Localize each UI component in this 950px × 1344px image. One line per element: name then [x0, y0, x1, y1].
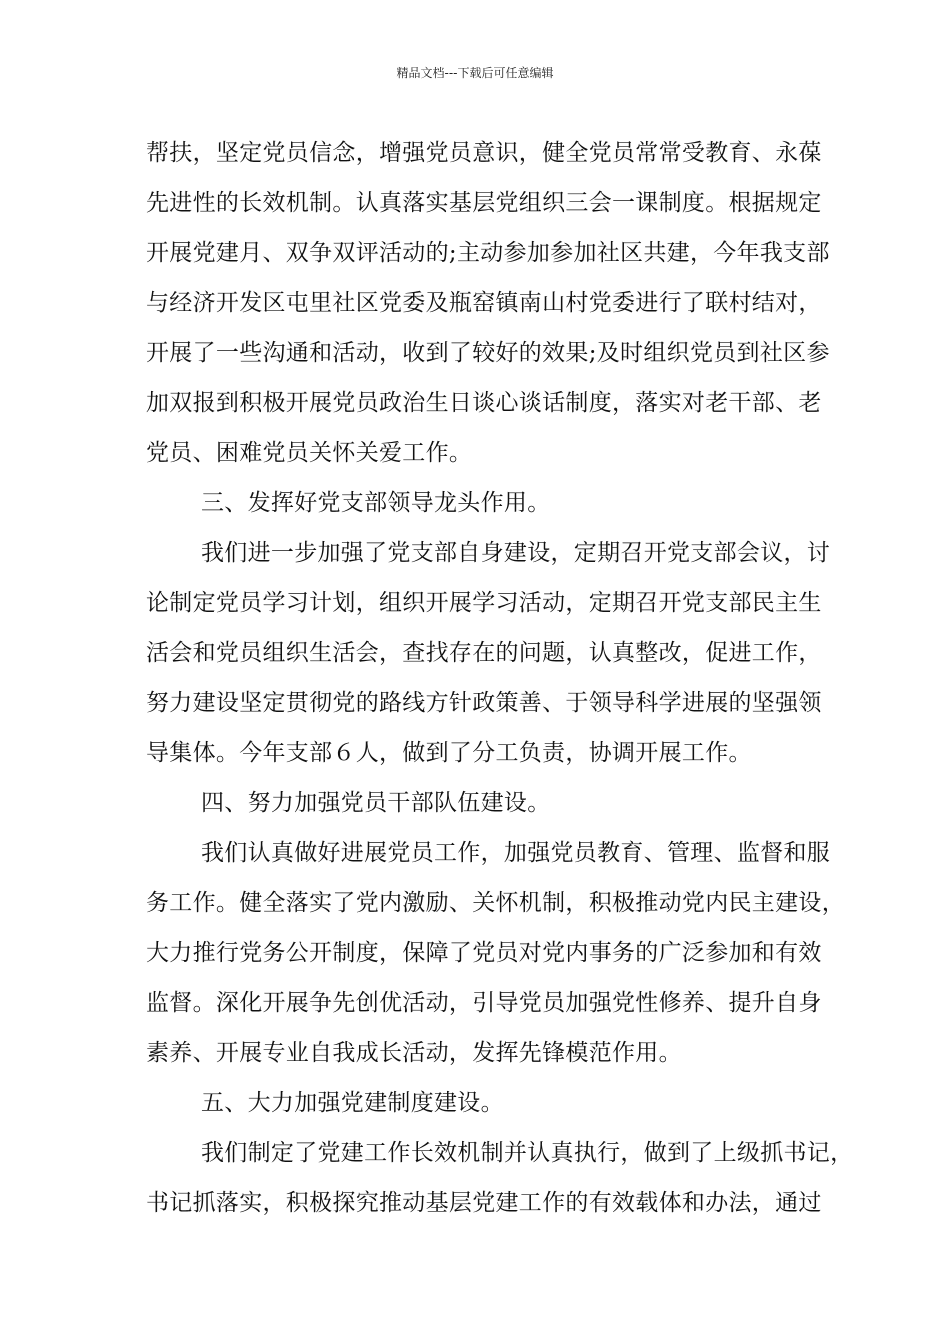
section-heading: 四、努力加强党员干部队伍建设。 [201, 790, 551, 816]
text-line: 导集体。今年支部６人，做到了分工负责，协调开展工作。 [146, 740, 752, 766]
text-line: 书记抓落实，积极探究推动基层党建工作的有效载体和办法，通过 [146, 1190, 822, 1216]
section-heading: 五、大力加强党建制度建设。 [201, 1090, 504, 1116]
text-line: 务工作。健全落实了党内激励、关怀机制，积极推动党内民主建设， [146, 890, 845, 916]
text-line: 我们认真做好进展党员工作，加强党员教育、管理、监督和服 [201, 840, 831, 866]
document-body [146, 128, 854, 1228]
text-line: 党员、困难党员关怀关爱工作。 [146, 440, 473, 466]
text-line: 开展党建月、双争双评活动的;主动参加参加社区共建，今年我支部 [146, 240, 830, 266]
text-line: 我们进一步加强了党支部自身建设，定期召开党支部会议，讨 [201, 540, 831, 566]
text-line: 我们制定了党建工作长效机制并认真执行，做到了上级抓书记， [201, 1140, 854, 1166]
text-line: 素养、开展专业自我成长活动，发挥先锋模范作用。 [146, 1040, 682, 1066]
text-line: 活会和党员组织生活会，查找存在的问题，认真整改，促进工作， [146, 640, 822, 666]
text-line: 监督。深化开展争先创优活动，引导党员加强党性修养、提升自身 [146, 990, 822, 1016]
text-line: 论制定党员学习计划，组织开展学习活动，定期召开党支部民主生 [146, 590, 822, 616]
section-heading: 三、发挥好党支部领导龙头作用。 [201, 490, 551, 516]
text-line: 大力推行党务公开制度，保障了党员对党内事务的广泛参加和有效 [146, 940, 822, 966]
text-line: 先进性的长效机制。认真落实基层党组织三会一课制度。根据规定 [146, 190, 822, 216]
text-line: 开展了一些沟通和活动，收到了较好的效果;及时组织党员到社区参 [146, 340, 830, 366]
page-header: 精品文档---下载后可任意编辑 [396, 66, 554, 80]
text-line: 努力建设坚定贯彻党的路线方针政策善、于领导科学进展的坚强领 [146, 690, 822, 716]
text-line: 加双报到积极开展党员政治生日谈心谈话制度，落实对老干部、老 [146, 390, 822, 416]
text-line: 与经济开发区屯里社区党委及瓶窑镇南山村党委进行了联村结对， [146, 290, 822, 316]
text-line: 帮扶，坚定党员信念，增强党员意识，健全党员常常受教育、永葆 [146, 140, 822, 166]
